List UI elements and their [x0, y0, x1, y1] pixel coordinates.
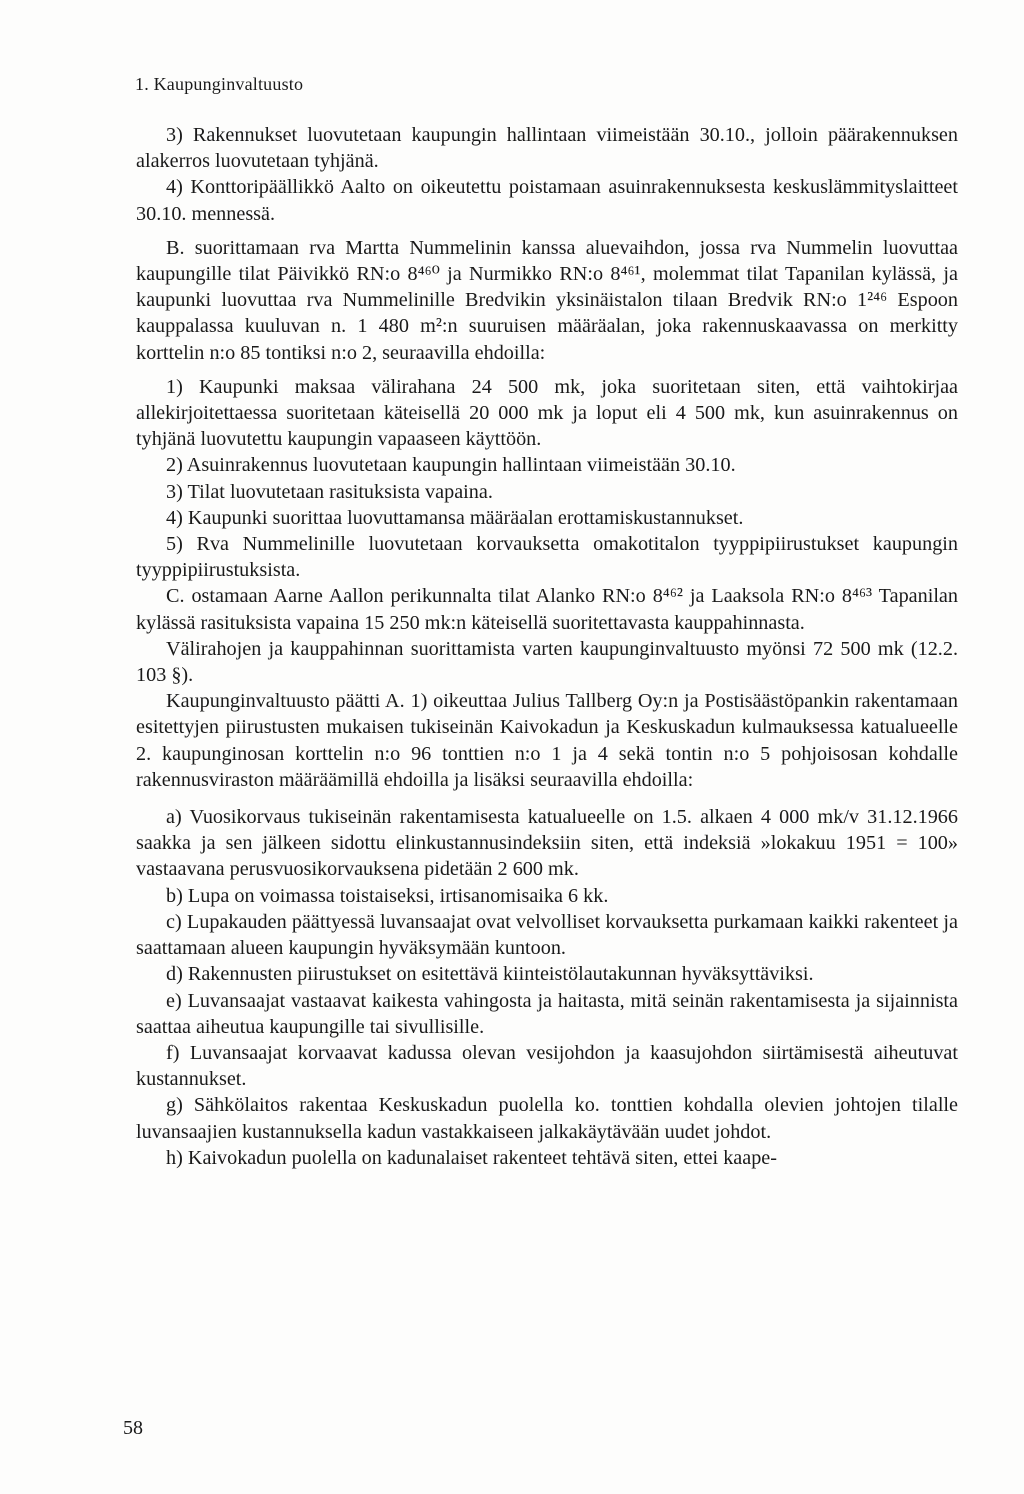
running-head: 1. Kaupunginvaltuusto: [135, 74, 304, 94]
paragraph-h-underground-structures: h) Kaivokadun puolella on kadunalaiset rakenteet tehtävä siten, ettei kaape-: [166, 1146, 777, 1169]
paragraph-g-electric-cables: g) Sähkölaitos rakentaa Keskuskadun puolella ko. tonttien kohdalla olevien johtojen tilalle luvansaajien kustannuksella kadun vastakkaiseen jalkakäytävään uudet johdot.: [136, 1094, 958, 1143]
page-number: 58: [123, 1417, 143, 1439]
body-text: [136, 122, 958, 1171]
paragraph-c-removal: c) Lupakauden päättyessä luvansaajat ovat velvolliset korvauksetta purkamaan kaikki rakenteet ja saattamaan alueen kaupungin hyväksymään kuntoon.: [136, 910, 958, 960]
paragraph-b-4-separation-costs: 4) Kaupunki suorittaa luovuttamansa määräalan erottamiskustannukset.: [166, 506, 744, 529]
paragraph-b-2-handover: 2) Asuinrakennus luovutetaan kaupungin hallintaan viimeistään 30.10.: [166, 454, 736, 477]
paragraph-b-5-drawings: 5) Rva Nummelinille luovutetaan korvauksetta omakotitalon tyyppipiirustukset kaupungin tyyppipiirustuksista.: [136, 533, 958, 582]
paragraph-b-land-exchange: B. suorittamaan rva Martta Nummelinin kanssa aluevaihdon, jossa rva Nummelin luovuttaa kaupungille tilat Päivikkö RN:o 8⁴⁶⁰ ja Nurmikko RN:o 8⁴⁶¹, molemmat tilat Tapanilan kylässä, ja kaupunki luovuttaa rva Nummelinille Bredvikin yksinäistalon tilaan Bredvik RN:o 1²⁴⁶ Espoon kauppalassa kuuluvan n. 1 480 m²:n suuruisen määräalan, joka rakennuskaavassa on merkitty korttelin n:o 85 tontiksi n:o 2, seuraavilla ehdoilla:: [136, 236, 958, 364]
paragraph-b-permit-validity: b) Lupa on voimassa toistaiseksi, irtisanomisaika 6 kk.: [166, 884, 609, 907]
paragraph-e-liability: e) Luvansaajat vastaavat kaikesta vahingosta ja haitasta, mitä seinän rakentamisesta ja sijainnista saattaa aiheutua kaupungille tai sivullisille.: [136, 989, 958, 1038]
paragraph-b-3-encumbrances: 3) Tilat luovutetaan rasituksista vapaina.: [166, 480, 493, 503]
paragraph-c-purchase: C. ostamaan Aarne Aallon perikunnalta tilat Alanko RN:o 8⁴⁶² ja Laaksola RN:o 8⁴⁶³ Tapanilan kylässä rasituksista vapaina 15 250 mk:n käteisellä suoritettavasta kauppahinnasta.: [136, 585, 958, 634]
paragraph-4-heating-equipment: 4) Konttoripäällikkö Aalto on oikeutettu poistamaan asuinrakennuksesta keskuslämmityslaitteet 30.10. mennessä.: [136, 176, 958, 225]
paragraph-appropriation: Välirahojen ja kauppahinnan suorittamista varten kaupunginvaltuusto myönsi 72 500 mk (12.2. 103 §).: [136, 637, 958, 687]
paragraph-council-decision: Kaupunginvaltuusto päätti A. 1) oikeuttaa Julius Tallberg Oy:n ja Postisäästöpankin rakentamaan esitettyjen piirustusten mukaisen tukiseinän Kaivokadun ja Keskuskadun kulmauksessa katualueelle 2. kaupunginosan korttelin n:o 96 tonttien n:o 1 ja 4 sekä tontin n:o 5 pohjoisosan kohdalle rakennusviraston määräämillä ehdoilla ja lisäksi seuraavilla ehdoilla:: [136, 690, 958, 791]
paragraph-d-drawings-approval: d) Rakennusten piirustukset on esitettävä kiinteistölautakunnan hyväksyttäviksi.: [166, 963, 814, 986]
paragraph-a-annual-fee: a) Vuosikorvaus tukiseinän rakentamisesta katualueelle on 1.5. alkaen 4 000 mk/v 31.12.1966 saakka ja sen jälkeen sidottu elinkustannusindeksiin siten, että indeksiä »lokakuu 1951 = 100» vastaavana perusvuosikorvauksena pidetään 2 600 mk.: [136, 806, 958, 881]
paragraph-f-pipe-relocation: f) Luvansaajat korvaavat kadussa olevan vesijohdon ja kaasujohdon siirtämisestä aiheutuvat kustannukset.: [136, 1041, 958, 1091]
paragraph-3-handover: 3) Rakennukset luovutetaan kaupungin hallintaan viimeistään 30.10., jolloin päärakennuksen alakerros luovutetaan tyhjänä.: [136, 124, 958, 173]
paragraph-b-1-payment: 1) Kaupunki maksaa välirahana 24 500 mk, joka suoritetaan siten, että vaihtokirjaa allekirjoitettaessa suoritetaan käteisellä 20 000 mk ja loput eli 4 500 mk, kun asuinrakennus on tyhjänä luovutettu kaupungin vapaaseen käyttöön.: [136, 375, 958, 451]
